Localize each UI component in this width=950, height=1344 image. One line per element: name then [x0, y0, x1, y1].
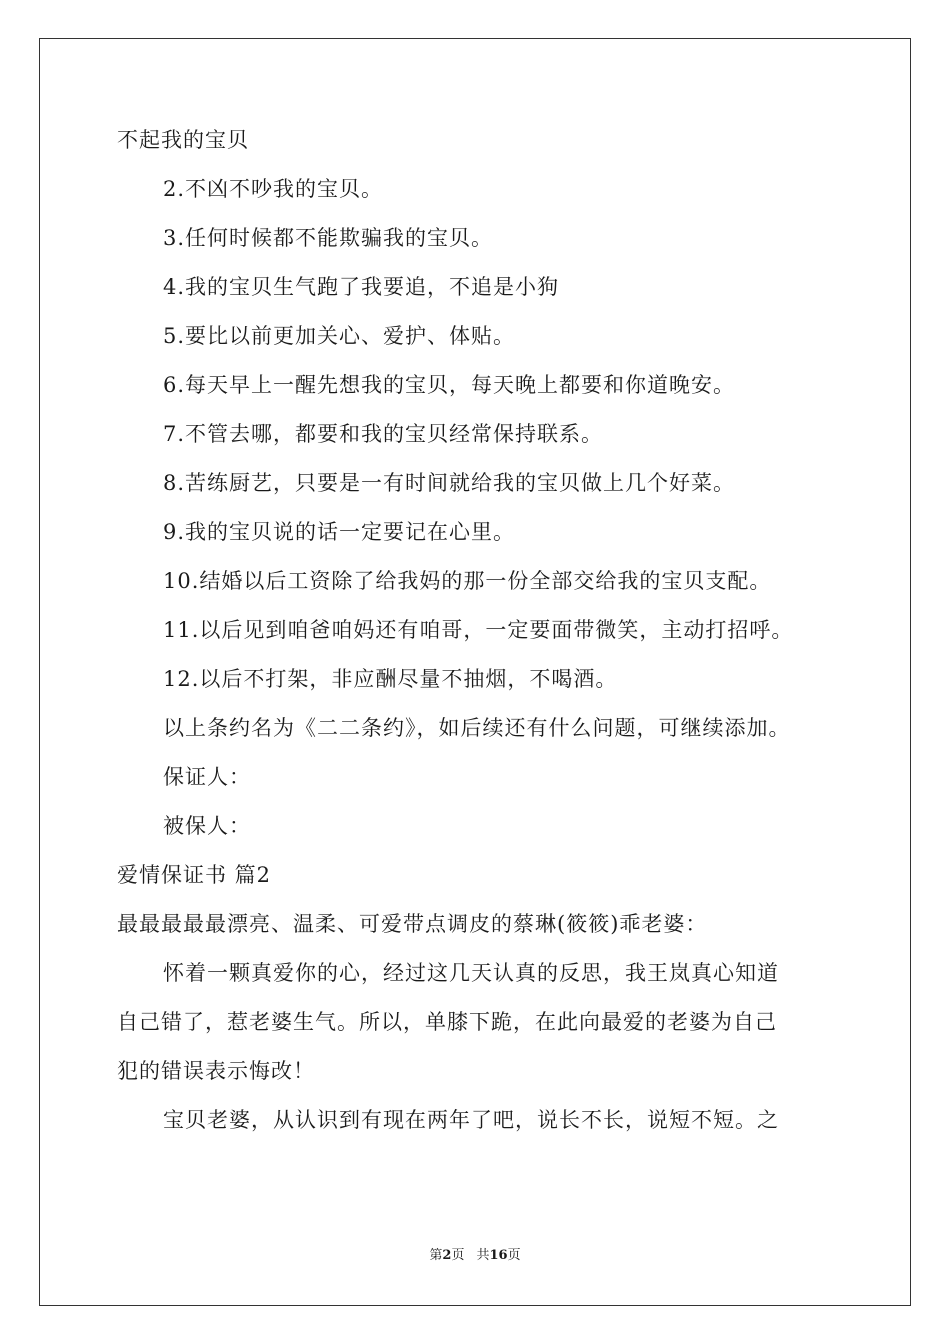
text-line: 自己错了，惹老婆生气。所以，单膝下跪，在此向最爱的老婆为自己	[117, 1010, 777, 1034]
text-line: 最最最最最漂亮、温柔、可爱带点调皮的蔡琳(筱筱)乖老婆：	[117, 912, 708, 936]
footer-page-suffix: 页	[451, 1248, 465, 1263]
text-line: 4.我的宝贝生气跑了我要追，不追是小狗	[163, 275, 560, 299]
text-line: 不起我的宝贝	[117, 128, 249, 152]
footer-total-suffix: 页	[507, 1248, 521, 1263]
text-line: 10.结婚以后工资除了给我妈的那一份全部交给我的宝贝支配。	[163, 569, 772, 593]
text-line: 11.以后见到咱爸咱妈还有咱哥，一定要面带微笑，主动打招呼。	[163, 618, 794, 642]
text-line: 6.每天早上一醒先想我的宝贝，每天晚上都要和你道晚安。	[163, 373, 736, 397]
text-line: 以上条约名为《二二条约》，如后续还有什么问题，可继续添加。	[163, 716, 791, 740]
text-line: 怀着一颗真爱你的心，经过这几天认真的反思，我王岚真心知道	[163, 961, 779, 985]
text-line: 宝贝老婆，从认识到有现在两年了吧，说长不长，说短不短。之	[163, 1108, 779, 1132]
text-line: 5.要比以前更加关心、爱护、体贴。	[163, 324, 516, 348]
text-line: 爱情保证书 篇2	[117, 863, 272, 887]
text-line: 被保人：	[163, 814, 251, 838]
text-line: 8.苦练厨艺，只要是一有时间就给我的宝贝做上几个好菜。	[163, 471, 736, 495]
footer-total-prefix: 共	[476, 1248, 490, 1263]
document-body	[117, 128, 857, 1157]
text-line: 12.以后不打架，非应酬尽量不抽烟，不喝酒。	[163, 667, 618, 691]
text-line: 7.不管去哪，都要和我的宝贝经常保持联系。	[163, 422, 604, 446]
footer-total-pages: 16	[489, 1248, 508, 1263]
footer-page-number: 2	[442, 1248, 452, 1263]
page-footer	[0, 1248, 950, 1264]
text-line: 9.我的宝贝说的话一定要记在心里。	[163, 520, 516, 544]
text-line: 2.不凶不吵我的宝贝。	[163, 177, 384, 201]
text-line: 保证人：	[163, 765, 251, 789]
text-line: 3.任何时候都不能欺骗我的宝贝。	[163, 226, 494, 250]
text-line: 犯的错误表示悔改！	[117, 1059, 315, 1083]
footer-page-prefix: 第	[429, 1248, 443, 1263]
